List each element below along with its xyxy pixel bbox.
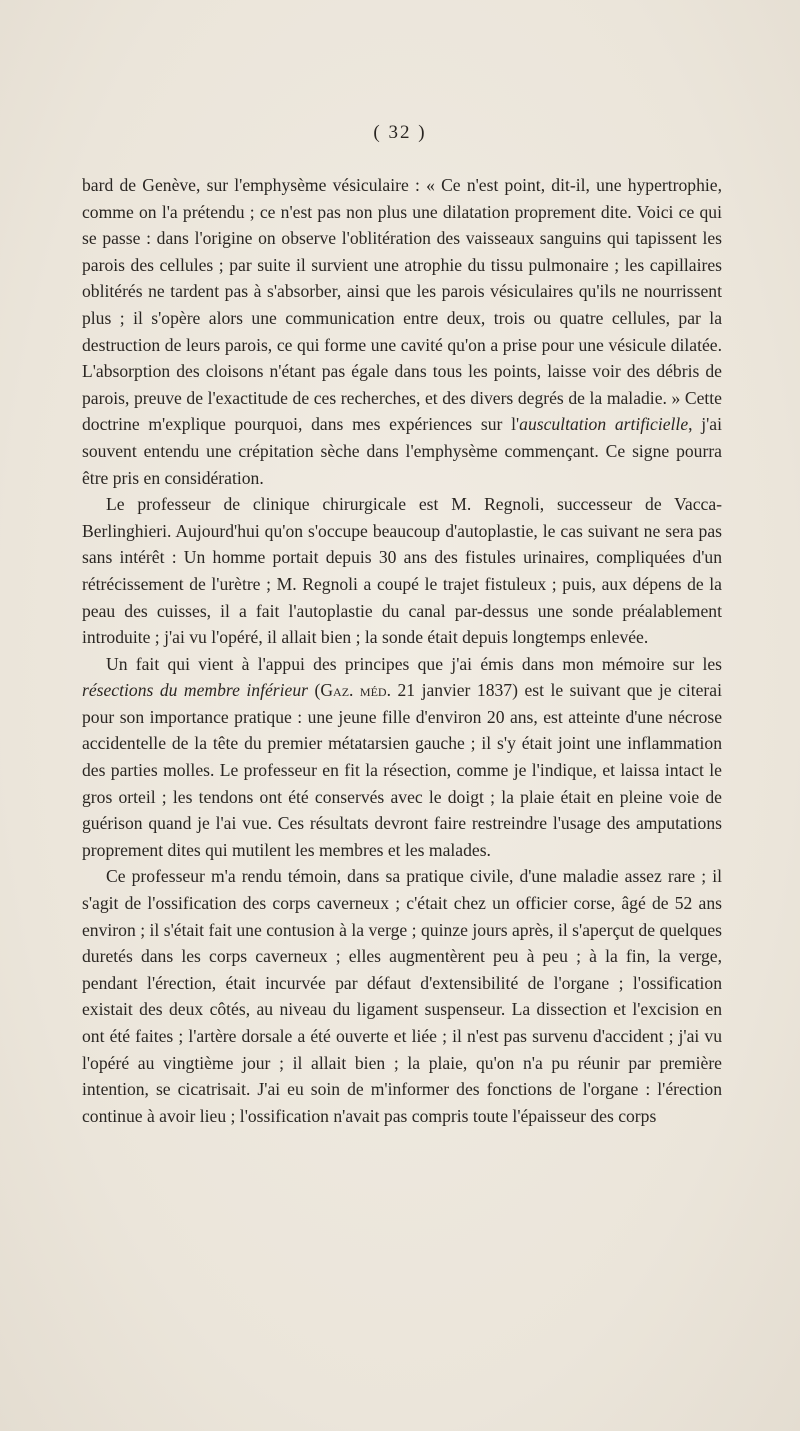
- smallcaps-text: Gaz. méd.: [320, 680, 391, 701]
- text-run: Le professeur de clinique chirurgicale est M. Regnoli, successeur de Vacca-Berlinghieri. Aujourd'hui qu'on s'occupe beaucoup d'autoplastie, le cas suivant ne sera pas sans intérêt : Un homme portait depuis 30 ans des fistules urinaires, compliquées d'un rétrécissement de l'urètre ; M. Regnoli a coupé le trajet fistuleux ; puis, aux dépens de la peau des cuisses, il a fait l'autoplastie du canal par-dessus une sonde préalablement introduite ; j'ai vu l'opéré, il allait bien ; la sonde était depuis longtemps enlevée.: [82, 494, 722, 648]
- body-text: [82, 172, 722, 1129]
- paragraph: [82, 491, 722, 651]
- text-run: bard de Genève, sur l'emphysème vésiculaire : « Ce n'est point, dit-il, une hypertrophie, comme on l'a prétendu ; ce n'est pas non plus une dilatation proprement dite. Voici ce qui se passe : dans l'origine on observe l'oblitération des vaisseaux sanguins qui tapissent les parois des cellules ; par suite il survient une atrophie du tissu pulmonaire ; les capillaires oblitérés ne tardent pas à s'absorber, ainsi que les parois vésiculaires qu'ils ne nourrissent plus ; il s'opère alors une communication entre deux, trois ou quatre cellules, par la destruction de leurs parois, ce qui forme une cavité qu'on a prise pour une vésicule dilatée. L'absorption des cloisons n'étant pas égale dans tous les points, laisse voir des débris de parois, preuve de l'exactitude de ces recherches, et des divers degrés de la maladie. » Cette doctrine m'explique pourquoi, dans mes expériences sur l': [82, 175, 722, 435]
- paragraph: [82, 651, 722, 864]
- text-run: (: [307, 680, 321, 701]
- italic-text: auscultation artificielle: [519, 414, 689, 435]
- paragraph: [82, 863, 722, 1129]
- paragraph: [82, 172, 722, 491]
- page-number: ( 32 ): [373, 122, 427, 143]
- text-run: Un fait qui vient à l'appui des principes que j'ai émis dans mon mémoire sur les: [106, 653, 722, 674]
- text-run: Ce professeur m'a rendu témoin, dans sa pratique civile, d'une maladie assez rare ; il s'agit de l'ossification des corps caverneux ; c'était chez un officier corse, âgé de 52 ans environ ; il s'était fait une contusion à la verge ; quinze jours après, il s'aperçut de quelques duretés dans les corps caverneux ; elles augmentèrent peu à peu ; à la fin, la verge, pendant l'érection, était incurvée par défaut d'extensibilité de l'organe ; l'ossification existait des deux côtés, au niveau du ligament suspenseur. La dissection et l'excision en ont été faites ; l'artère dorsale a été ouverte et liée ; il n'est pas survenu d'accident ; j'ai vu l'opéré au vingtième jour ; il allait bien ; la plaie, qu'on n'a pu réunir par première intention, se cicatrisait. J'ai eu soin de m'informer des fonctions de l'organe : l'érection continue à avoir lieu ; l'ossification n'avait pas compris toute l'épaisseur des corps: [82, 866, 722, 1126]
- text-run: 21 janvier 1837) est le suivant que je citerai pour son importance pratique : une jeune fille d'environ 20 ans, est atteinte d'une nécrose accidentelle de la tête du premier métatarsien gauche ; il s'y était joint une inflammation des parties molles. Le professeur en fit la résection, comme je l'indique, et laissa intact le gros orteil ; les tendons ont été conservés avec le doigt ; la plaie était en pleine voie de guérison quand je l'ai vue. Ces résultats devront faire restreindre l'usage des amputations proprement dites qui mutilent les membres et les malades.: [82, 680, 722, 860]
- italic-text: résections du membre inférieur: [82, 680, 308, 701]
- text-run: , j'ai souvent entendu une crépitation sèche dans l'emphysème commençant. Ce signe pourra être pris en considération.: [82, 414, 722, 488]
